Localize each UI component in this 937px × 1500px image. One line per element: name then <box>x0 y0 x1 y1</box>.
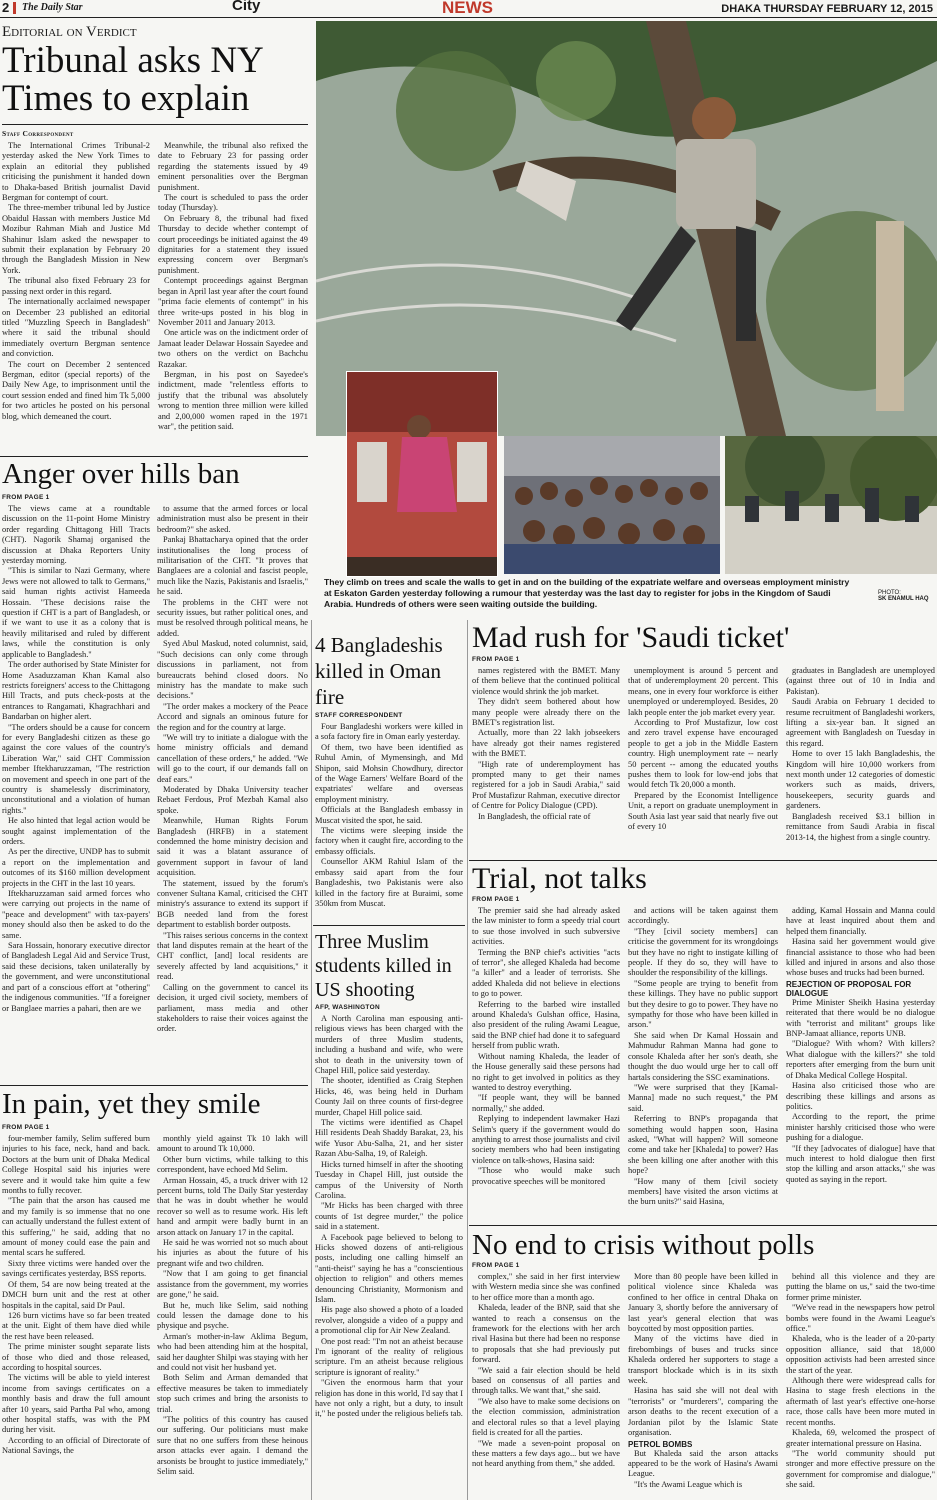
dateline: DHAKA THURSDAY FEBRUARY 12, 2015 <box>721 3 933 15</box>
paragraph: "We also have to make some decisions on the election commission, administration and electoral rules so that a level playing field is created for all the parties. <box>472 1396 620 1438</box>
paragraph: The International Crimes Tribunal-2 yesterday asked the New York Times to explain an editorial they published criticising the punishment it handed down to Dhaka-based British journalist David Bergman for contempt of court. <box>2 141 150 203</box>
paragraph: Four Bangladeshi workers were killed in a sofa factory fire in Oman early yesterday. <box>315 722 463 742</box>
story-byline: FROM PAGE 1 <box>2 1124 50 1131</box>
photo-credit-name: SK ENAMUL HAQ <box>878 596 929 602</box>
paragraph: Other burn victims, while talking to this correspondent, have echoed Md Selim. <box>157 1154 308 1175</box>
story-saudi <box>472 620 935 844</box>
story-column <box>157 504 308 1035</box>
paragraph: The court is scheduled to pass the order today (Thursday). <box>158 193 308 213</box>
paragraph: "High rate of underemployment has prompted many to get their names registered for a job in Saudi Arabia," said Prof Mustafizur Rahman, executive director of Centre for Policy Dialogue (CPD). <box>472 759 620 811</box>
paragraph: The premier said she had already asked the law minister to form a speedy trial court to sue those involved in such subversive activities. <box>472 906 620 947</box>
paragraph: He also hinted that legal action would be sought against implementation of the orders. <box>2 816 150 846</box>
paragraph: The tribunal also fixed February 23 for passing next order in this regard. <box>2 276 150 296</box>
paragraph: According to an official of Directorate of National Savings, the <box>2 1435 150 1456</box>
paragraph: A North Carolina man espousing anti-religious views has been charged with the murders of three Muslim students, including a husband and wife, who were shot to death in the university town of Chapel Hill, police said yesterday. <box>315 1014 463 1076</box>
paragraph: "We made a seven-point proposal on these matters a few days ago... but we have not heard anything from them," she added. <box>472 1438 620 1469</box>
paragraph: Terming the BNP chief's activities "acts of terror", she alleged Khaleda had become "a killer" and a leader of terrorists. She added Khaleda did not believe in elections to go to power. <box>472 947 620 999</box>
paragraph: They didn't seem bothered about how many people were already there on the BMET's registration list. <box>472 697 620 728</box>
paragraph: Referring to BNP's propaganda that something would happen soon, Hasina asked, "What will happen? Will someone come and take her [Khaleda] to power? Has she been killing one after another with this hope? <box>628 1114 778 1176</box>
story-column <box>628 906 778 1208</box>
paragraph: "We've read in the newspapers how petrol bombs were found in the Awami League's office." <box>786 1303 935 1334</box>
paragraph: Referring to the barbed wire installed around Khaleda's Gulshan office, Hasina, also president of the ruling Awami League, said the BNP chief had done it to safeguard herself from public wrath. <box>472 999 620 1051</box>
paragraph: The court on December 2 sentenced Bergman, editor (special reports) of the Daily New Age, to imprisonment until the court session ended and fined him Tk 5,000 for two articles he posted on his personal blog, which demeaned the court. <box>2 359 150 421</box>
section-label: City <box>232 0 261 14</box>
story-body <box>315 1014 463 1420</box>
section-right-label: NEWS <box>442 0 493 17</box>
story-subhead: PETROL BOMBS <box>628 1439 693 1449</box>
headline-rule <box>2 124 308 125</box>
photo-credit-label: PHOTO: <box>878 590 901 596</box>
paragraph: four-member family, Selim suffered burn injuries to his face, neck, hand and back. Doctors at the burn unit of Dhaka Medical College Hospital said his injuries were severe and it would take him quite a few months to fully recover. <box>2 1134 150 1196</box>
story-tribunal <box>2 24 308 433</box>
story-column <box>786 906 935 1209</box>
section-divider <box>469 860 937 861</box>
paragraph: "We will try to initiate a dialogue with the home ministry officials and demand cancellation of these orders," he added. "We will go to the court, if our demands fall on deaf ears." <box>157 732 308 784</box>
paragraph: "Those who would make such provocative speeches will be monitored <box>472 1166 620 1186</box>
paragraph: Hasina said her government would give financial assistance to those who had been killed and injured in arsons and also those whose buses and trucks had been burned. <box>786 937 935 978</box>
paragraph: The victims were sleeping inside the factory when it caught fire, according to the embassy officials. <box>315 826 463 856</box>
paragraph: Moderated by Dhaka University teacher Rebaet Ferdous, Prof Mezbah Kamal also spoke. <box>157 784 308 815</box>
paragraph: Iftekharuzzaman said armed forces who were carrying out projects in the name of "peace and development" with tax-payers' money should also then be asked to do the same. <box>2 889 150 940</box>
paragraph: to assume that the armed forces or local administration must also be present in their bedroom?" she asked. <box>157 504 308 534</box>
paragraph: unemployment is around 5 percent and that of underemployment 20 percent. This means, one in every four workforce is either unemployed or underemployed. Besides, 20 lakh people enter the job market every year. <box>628 666 778 717</box>
story-trial <box>472 862 935 1209</box>
paragraph: According to the report, the prime minister harshly criticised those who were pushing for a dialogue. <box>786 1112 935 1143</box>
photo-wall-climbers <box>725 436 937 574</box>
masthead <box>0 0 937 18</box>
paragraph: Hicks turned himself in after the shooting Tuesday in Chapel Hill, just outside the campus of the University of North Carolina. <box>315 1159 463 1200</box>
paragraph: On February 8, the tribunal had fixed Thursday to decide whether contempt of court proceedings be initiated against the 49 dignitaries for a statement they issued expressing concern over Bergman's punishment. <box>158 213 308 275</box>
paragraph: But he, much like Selim, said nothing could lessen the damage done to his physique and psyche. <box>157 1300 308 1331</box>
paragraph: "This raises serious concerns in the context that land disputes remain at the heart of the CHT conflict, [and] local residents are severely affected by land acquisitions," it read. <box>157 930 308 982</box>
story-hills <box>2 458 308 1036</box>
story-column-part <box>628 1449 778 1491</box>
section-divider <box>0 456 308 457</box>
paragraph: names registered with the BMET. Many of them believe that the continued political violence would shrink the job market. <box>472 666 620 696</box>
story-byline: STAFF CORRESPONDENT <box>315 712 403 719</box>
page-number: 2 <box>2 0 10 15</box>
paragraph: Many of the victims have died in firebombings of buses and trucks since Khaleda ordered her supporters to stage a transport blockade which is in its sixth week. <box>628 1334 778 1386</box>
paragraph: adding, Kamal Hossain and Manna could have at least inquired about them and helped them financially. <box>786 906 935 936</box>
paragraph: One article was on the indictment order of Jamaat leader Delawar Hossain Sayedee and two others on the verdict on Bachchu Razakar. <box>158 328 308 369</box>
paragraph: Prime Minister Sheikh Hasina yesterday reiterated that there would be no dialogue with "terrorist and militant" groups like BNP-Jamaat alliance, reports UNB. <box>786 997 935 1039</box>
paragraph: and actions will be taken against them accordingly. <box>628 906 778 926</box>
photo-illustration <box>504 436 720 574</box>
paragraph: Prepared by the Economist Intelligence Unit, a report on graduate unemployment in South Asia last year said that nearly five out of every 10 <box>628 790 778 832</box>
photo-crowd <box>504 436 720 574</box>
paragraph: Arman Hossain, 45, a truck driver with 12 percent burns, told The Daily Star yesterday that he was in doubt whether he would recover so well as to resume work. His left hand and armpit were badly burnt in an arson attack on January 17 in the capital. <box>157 1175 308 1237</box>
story-headline: Three Muslim students killed in US shooting <box>315 931 452 1001</box>
paragraph: "If they [advocates of dialogue] have that much interest to hold dialogue then first stop the killing and arson attacks," she was quoted as saying in the report. <box>786 1143 935 1184</box>
story-us <box>315 930 463 1421</box>
paragraph: "The world community should put stronger and more effective pressure on the government for compromise and dialogue," she said. <box>786 1448 935 1490</box>
paragraph: complex," she said in her first interview with Western media since she was confined to her office more than a month ago. <box>472 1272 620 1302</box>
paragraph: According to Prof Mustafizur, low cost and zero travel expense have encouraged people to get a job in the Middle Eastern country. High unemployment rate -- nearly 50 percent -- among the educated youths pushes them to look for low-end jobs that would fetch Tk 20,000 a month. <box>628 718 778 790</box>
story-column <box>786 1272 935 1491</box>
caption-text: They climb on trees and scale the walls to get in and on the building of the expatriate welfare and overseas employment ministry at Eskaton Garden yesterday following a rumour that yesterday was the last day to register for jobs in the Kingdom of Saudi Arabia. Hundreds of others were seen waiting outside the building. <box>324 577 850 609</box>
paragraph: Replying to independent lawmaker Hazi Selim's query if the government would do anything to arrest those journalists and civil society members who had been instigating violence on talk-shows, Hasina said: <box>472 1114 620 1165</box>
story-column <box>786 666 935 843</box>
story-byline: AFP, WASHINGTON <box>315 1004 380 1011</box>
paragraph: The statement, issued by the forum's convener Sultana Kamal, criticised the CHT ministry's assurance to extend its support if BGB needed land from the forest department to establish border outposts. <box>157 878 308 930</box>
story-kicker: Editorial on Verdict <box>2 24 137 40</box>
paragraph: Khaleda, 69, welcomed the prospect of greater international pressure on Hasina. <box>786 1428 935 1448</box>
story-column <box>472 666 620 843</box>
story-pain <box>2 1088 308 1478</box>
paragraph: Home to over 15 lakh Bangladeshis, the Kingdom will hire 10,000 workers from next month under 12 categories of domestic workers such as maids, drivers, housekeepers, security guards and gardeners. <box>786 749 935 811</box>
paragraph: More than 80 people have been killed in political violence since Khaleda was confined to her office in central Dhaka on January 3, shortly before the anniversary of last year's general election that was boycotted by most opposition parties. <box>628 1272 778 1334</box>
paragraph: behind all this violence and they are putting the blame on us," said the two-time former prime minister. <box>786 1272 935 1302</box>
paragraph: "If people want, they will be banned normally," she added. <box>472 1093 620 1113</box>
paragraph: Bangladesh received $3.1 billion in remittance from Saudi Arabia in fiscal 2013-14, the highest from a single country. <box>786 811 935 842</box>
paragraph: A Facebook page believed to belong to Hicks showed dozens of anti-religious posts, including one calling himself an "anti-theist" saying he has a "conscientious objection to religion" and others memes denouncing Christianity, Mormonism and Islam. <box>315 1232 463 1304</box>
story-column <box>2 504 150 1035</box>
paragraph: "The politics of this country has caused our suffering. Our politicians must make sure that no one suffers from these heinous arson attacks ever again. I demand the arsonists be brought to justice immediately," Selim said. <box>157 1414 308 1476</box>
page-number-bar <box>13 2 16 14</box>
paragraph: Bergman, in his post on Sayedee's indictment, made "relentless efforts to justify that the tribunal was absolutely wrong to mention three million were killed and 2,00,000 women raped in the 1971 war", the petition said. <box>158 369 308 431</box>
paragraph: Calling on the government to cancel its decision, it urged civil society, members of parliament, mass media and other stakeholders to raise their voices against the order. <box>157 982 308 1034</box>
photo-credit <box>878 590 936 602</box>
paragraph: His page also showed a photo of a loaded revolver, alongside a video of a puppy and a promotional clip for Air New Zealand. <box>315 1305 463 1336</box>
paragraph: "Mr Hicks has been charged with three counts of 1st degree murder," the police said in a statement. <box>315 1201 463 1232</box>
paragraph: Of them, two have been identified as Ruhul Amin, of Mymensingh, and Md Shipon, said Mohsin Chowdhury, director of the Wage Earners' Welfare Board of the expatriates' welfare and overseas employment ministry. <box>315 742 463 804</box>
paragraph: He said he was worried not so much about his injuries as about the future of his pregnant wife and two children. <box>157 1238 308 1268</box>
paragraph: But Khaleda said the arson attacks appeared to be the work of Hasina's Awami League. <box>628 1448 778 1479</box>
story-column <box>2 1134 150 1477</box>
paragraph: Although there were widespread calls for Hasina to stage fresh elections in the aftermath of last year's effective one-horse race, those calls have been more muted in recent months. <box>786 1376 935 1427</box>
paragraph: Actually, more than 22 lakh jobseekers have already got their names registered with the BMET. <box>472 728 620 759</box>
paragraph: Saudi Arabia on February 1 decided to resume recruitment of Bangladeshi workers, lifting a six-year ban. It signed an agreement with Bangladesh on Tuesday in this regard. <box>786 697 935 748</box>
paper-name-logo: The Daily Star <box>22 2 83 13</box>
paragraph: The views came at a roundtable discussion on the 11-point Home Ministry order regarding Chittagong Hill Tracts (CHT). Nagorik Shamaj organised the discussion at Dhaka Reporters Unity yesterday morning. <box>2 504 150 566</box>
paragraph: "The order makes a mockery of the Peace Accord and signals an ominous future for the region and for the country at large. <box>157 701 308 732</box>
story-headline: Trial, not talks <box>472 862 647 895</box>
paragraph: "Given the enormous harm that your religion has done in this world, I'd say that I have not only a right, but a duty, to insult it," he posted under the religious beliefs tab. <box>315 1378 463 1419</box>
story-byline: FROM PAGE 1 <box>2 494 50 501</box>
column-divider <box>467 620 468 1500</box>
paragraph: "The pain that the arson has caused me and my family is so immense that no one can actually understand the fullest extent of this suffering," he said, adding that no amount of money could ease the pain and mental scars he suffered. <box>2 1196 150 1258</box>
paragraph: The prime minister sought separate lists of those who died and those released, according to hospital sources. <box>2 1342 150 1372</box>
paragraph: Without naming Khaleda, the leader of the House generally said these persons had no right to get involved in politics as they wanted to destroy everything. <box>472 1051 620 1092</box>
paragraph: Pankaj Bhattacharya opined that the order institutionalises the long process of militarisation of the CHT. "It proves that Banglaees are a colonial and fascist people, much like the Nazis, Pakistanis and Israelis," he said. <box>157 535 308 597</box>
paragraph: "Some people are trying to benefit from these killings. They have no public support but they desire to go to power. They have no sympathy for those who have been killed in arson." <box>628 978 778 1030</box>
paragraph: graduates in Bangladesh are unemployed (against three out of 10 in India and Pakistan). <box>786 666 935 696</box>
paragraph: The shooter, identified as Craig Stephen Hicks, 46, was being held in Durham County Jail on three counts of first-degree murder, Chapel Hill police said. <box>315 1076 463 1117</box>
story-headline: Tribunal asks NY Times to explain <box>2 40 263 119</box>
story-column <box>472 1272 620 1491</box>
paragraph: Meanwhile, the tribunal also refixed the date to February 23 for passing order regarding the statements issued by 49 eminent personalities over the Bergman punishment. <box>158 141 308 192</box>
story-byline: FROM PAGE 1 <box>472 896 520 903</box>
story-headline: Mad rush for 'Saudi ticket' <box>472 621 790 654</box>
story-column <box>628 666 778 843</box>
paragraph: She said when Dr Kamal Hossain and Mahmudur Rahman Manna had gone to console Khaleda after her son's death, she thought the duo would urge her to call off hartals considering the SSC examinations. <box>628 1030 778 1082</box>
story-byline: FROM PAGE 1 <box>472 656 520 663</box>
story-column-part <box>628 1272 778 1439</box>
paragraph: As per the directive, UNDP has to submit a report on the implementation and outcomes of its $160 million development projects in the CHT in the last 10 years. <box>2 847 150 888</box>
paragraph: The problems in the CHT were not security issues, but rather political ones, and must be resolved through political means, he added. <box>157 597 308 638</box>
paragraph: "This is similar to Nazi Germany, where Jews were not allowed to talk to Germans," said human rights activist Hameeda Hossain. "These decisions raise the question if CHT is a part of Bangladesh, or if we want to use it as a colony that is heavily militarised and ruled by different laws, while the constitution is only applicable to Bangladesh." <box>2 566 150 659</box>
story-body <box>315 722 463 909</box>
story-subhead: REJECTION OF PROPOSAL FOR DIALOGUE <box>786 979 912 998</box>
paragraph: One post read: "I'm not an atheist because I'm ignorant of the reality of religious scripture. I'm an atheist because religious scripture is ignorant of reality." <box>315 1336 463 1377</box>
paragraph: Counsellor AKM Rahiul Islam of the embassy said apart from the four Bangladeshis, two Pakistanis were also killed in the factory fire at Buraimi, some 350km from Muscat. <box>315 857 463 908</box>
paragraph: "They [civil society members] can criticise the government for its wrongdoings but they have no right to instigate killing of people. If they do so, they will have to shoulder the responsibility of the killings. <box>628 926 778 978</box>
story-headline: In pain, yet they smile <box>2 1088 261 1120</box>
story-oman <box>315 632 463 910</box>
story-polls <box>472 1228 935 1492</box>
paragraph: Contempt proceedings against Bergman began in April last year after the court found "prima facie elements of contempt" in his three write-ups posted in his blog in November 2011 and January 2013. <box>158 276 308 327</box>
paragraph: Hasina has said she will not deal with "terrorists" or "murderers", comparing the arson deaths to the recent execution of a Jordanian pilot by the Islamic State organisation. <box>628 1386 778 1438</box>
paragraph: "It's the Awami League which is <box>634 1479 743 1489</box>
story-column <box>628 1272 778 1492</box>
story-headline: Anger over hills ban <box>2 458 240 490</box>
story-byline: FROM PAGE 1 <box>472 1262 520 1269</box>
paragraph: Both Selim and Arman demanded that effective measures be taken to immediately stop such crimes and bring the arsonists to trial. <box>157 1373 308 1414</box>
column-divider <box>311 620 312 1500</box>
story-column <box>2 141 150 432</box>
paragraph: Syed Abul Maskud, noted columnist, said, "Such decisions can only come through discussions in parliament, not from bureaucrats behind closed doors. No ministry has the mandate to make such decisions." <box>157 639 308 701</box>
section-divider <box>0 1085 308 1086</box>
story-column <box>158 141 308 432</box>
paragraph: Khaleda, leader of the BNP, said that she wanted to reach a consensus on the framework for the elections with her arch rival Hasina but there had been no response to proposals that she had previously put forward. <box>472 1303 620 1365</box>
story-column <box>157 1134 308 1477</box>
paragraph: 126 burn victims have so far been treated at the unit. Eight of them have died while the rest have been released. <box>2 1310 150 1341</box>
paragraph: The order authorised by State Minister for Home Asaduzzaman Khan Kamal also restricts foreigners' access to the Chittagong Hill Tracts, and puts check-posts at the entrances to Rangamati, Khagrachhari and Bandarban on higher alert. <box>2 660 150 722</box>
photo-woman-at-wall <box>346 371 498 577</box>
paragraph: The victims will be able to yield interest income from savings certificates on a monthly basis and draw the full amount after 10 years, said Partha Pal who, among other hospital staffs, was with the PM during her visit. <box>2 1373 150 1435</box>
paragraph: Sara Hossain, honorary executive director of Bangladesh Legal Aid and Service Trust, said these decisions, taken unilaterally by the government, and were unconstitutional and part of a conscious effort at "othering" the indigenous communities. "If a foreigner or Banglaee marries a pahari, then are we <box>2 941 150 1013</box>
paragraph: "Dialogue? With whom? With killers? What dialogue with the killers?" she told reporters after emerging from the burn unit of Dhaka Medical College Hospital. <box>786 1039 935 1080</box>
paragraph: The victims were identified as Chapel Hill residents Deah Shaddy Barakat, 23, his wife Yusor Abu-Salha, 21, and her sister Razan Abu-Salha, 19, of Raleigh. <box>315 1118 463 1159</box>
paragraph: In Bangladesh, the official rate of <box>478 811 591 821</box>
photo-illustration <box>725 436 937 574</box>
paragraph: Hasina also criticised those who are describing these killings and arsons as politics. <box>786 1081 935 1111</box>
paragraph: Officials at the Bangladesh embassy in Muscat visited the spot, he said. <box>315 805 463 825</box>
paragraph: Khaleda, who is the leader of a 20-party opposition alliance, said that 18,000 opposition activists had been arrested since the start of the year. <box>786 1334 935 1375</box>
paragraph: The three-member tribunal led by Justice Obaidul Hassan with members Justice Md Mozibur Rahman Miah and Justice Md Shahinur Islam asked the newspaper to submit their explanation by February 20 through the Bangladesh Mission in New York. <box>2 203 150 275</box>
story-column <box>472 906 620 1208</box>
paragraph: Meanwhile, Human Rights Forum Bangladesh (HRFB) in a statement condemned the home ministry decision and said it was a blatant assurance of government support in favour of land acquisition. <box>157 816 308 878</box>
paragraph: Of them, 54 are now being treated at the DMCH burn unit and the rest at other hospitals in the capital, said Dr Paul. <box>2 1279 150 1310</box>
paragraph: "How many of them [civil society members] have visited the arson victims at the burn units?" said Hasina, <box>628 1176 778 1207</box>
photo-illustration <box>347 372 497 576</box>
paragraph: Sixty three victims were handed over the savings certificates yesterday, BSS reports. <box>2 1258 150 1279</box>
story-byline: Staff Correspondent <box>2 129 74 138</box>
section-divider <box>313 925 465 926</box>
story-column-part <box>786 998 935 1185</box>
section-divider <box>469 1225 937 1226</box>
paragraph: "Now that I am going to get financial assistance from the government, my worries are gone," he said. <box>157 1269 308 1300</box>
paragraph: Arman's mother-in-law Aklima Begum, who had been attending him at the hospital, said her daughter Shilpi was staying with her and could not visit her husband yet. <box>157 1331 308 1372</box>
paragraph: "We were surprised that they [Kamal-Manna] made no such request," the PM said. <box>628 1082 778 1113</box>
paragraph: monthly yield against Tk 10 lakh will amount to around Tk 10,000. <box>157 1134 308 1154</box>
story-headline: No end to crisis without polls <box>472 1229 815 1261</box>
paragraph: "We said a fair election should be held based on consensus of all parties and through talks. We want that," she said. <box>472 1365 620 1396</box>
story-headline: 4 Bangladeshis killed in Oman fire <box>315 633 443 709</box>
story-column-part <box>786 906 935 979</box>
paragraph: The internationally acclaimed newspaper on December 23 published an editorial titled "Muzzling Speech in Bangladesh" where it said the tribunal should immediately overturn Bergman sentence and conviction. <box>2 297 150 359</box>
photo-caption <box>324 577 854 610</box>
paragraph: "The orders should be a cause for concern for every Bangladeshi citizen as these go against the core values of the country's Liberation War," said CHT Commission member Iftekharuzzaman, "The restriction on movement and speech in one part of the country is shamelessly discriminatory, unconstitutional and a violation of human rights." <box>2 722 150 815</box>
